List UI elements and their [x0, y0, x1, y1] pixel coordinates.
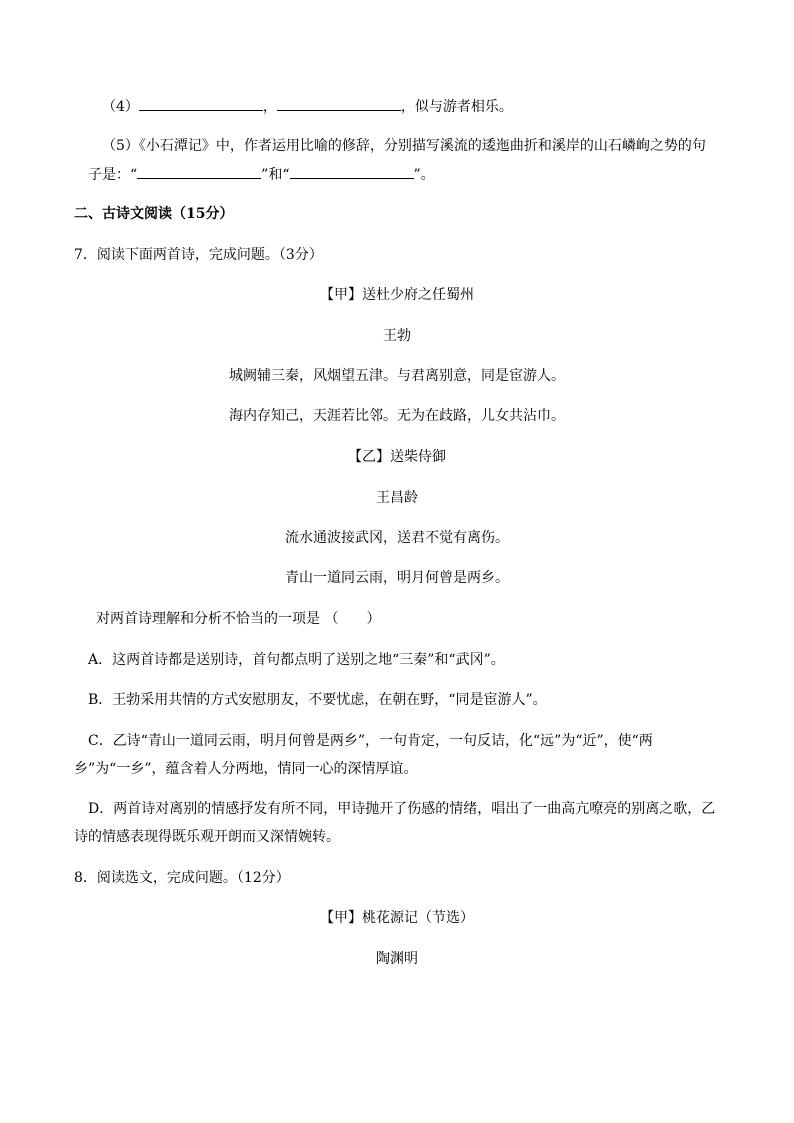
- q6-item4-sep: ，: [262, 99, 277, 115]
- q6-item5-line2: [88, 164, 435, 185]
- q6-item4-prefix: （4）: [102, 99, 139, 115]
- poem-a-author: 王勃: [383, 328, 411, 344]
- q6-item4-suffix: ，似与游者相乐。: [400, 99, 513, 115]
- poem-b-line1: 流水通波接武冈，送君不觉有离伤。: [285, 530, 509, 546]
- answer-blank-5b[interactable]: [290, 164, 414, 179]
- q6-item5-line2-suffix: ”。: [413, 167, 435, 183]
- q6-item4: [102, 96, 513, 117]
- q8-text-author: 陶渊明: [376, 951, 418, 967]
- answer-blank-4b[interactable]: [277, 96, 401, 111]
- poem-b-author: 王昌龄: [376, 490, 418, 506]
- answer-blank-5a[interactable]: [137, 164, 261, 179]
- q8-text-title: 【甲】桃花源记（节选）: [320, 910, 474, 926]
- poem-b-title: 【乙】送柴侍御: [348, 449, 446, 465]
- poem-a-line2: 海内存知己，天涯若比邻。无为在歧路，儿女共沾巾。: [229, 408, 565, 424]
- q7-option-a[interactable]: A．这两首诗都是送别诗，首句都点明了送别之地“三秦”和“武冈”。: [88, 652, 505, 668]
- q8-stem: 8．阅读选文，完成问题。（12分）: [74, 870, 290, 886]
- q7-option-c-line2[interactable]: 乡”为“一乡”，蕴含着人分两地，情同一心的深情厚谊。: [74, 761, 418, 777]
- q7-option-c-line1[interactable]: C．乙诗“青山一道同云雨，明月何曾是两乡”，一句肯定，一句反诘，化“远”为“近”，使“两: [88, 733, 653, 749]
- q7-option-d-line1[interactable]: D．两首诗对离别的情感抒发有所不同，甲诗抛开了伤感的情绪，唱出了一曲高亢嘹亮的别离之歌，乙: [88, 801, 716, 817]
- q7-option-b[interactable]: B．王勃采用共情的方式安慰朋友，不要忧虑，在朝在野，“同是宦游人”。: [88, 692, 547, 708]
- q6-item5-line1: （5）《小石潭记》中，作者运用比喻的修辞，分别描写溪流的逶迤曲折和溪岸的山石嶙峋之势的句: [102, 138, 706, 154]
- poem-a-title: 【甲】送杜少府之任蜀州: [320, 287, 474, 303]
- poem-a-line1: 城阙辅三秦，风烟望五津。与君离别意，同是宦游人。: [229, 368, 565, 384]
- section2-heading: 二、古诗文阅读（15分）: [74, 206, 234, 222]
- q7-question: 对两首诗理解和分析不恰当的一项是 （ ）: [96, 611, 381, 627]
- q6-item5-line2-mid: ”和“: [261, 167, 290, 183]
- q6-item5-line2-prefix: 子是：“: [88, 167, 138, 183]
- poem-b-line2: 青山一道同云雨，明月何曾是两乡。: [285, 570, 509, 586]
- q7-option-d-line2[interactable]: 诗的情感表现得既乐观开朗而又深情婉转。: [74, 829, 340, 845]
- answer-blank-4a[interactable]: [139, 96, 263, 111]
- q7-stem: 7．阅读下面两首诗，完成问题。（3分）: [74, 247, 323, 263]
